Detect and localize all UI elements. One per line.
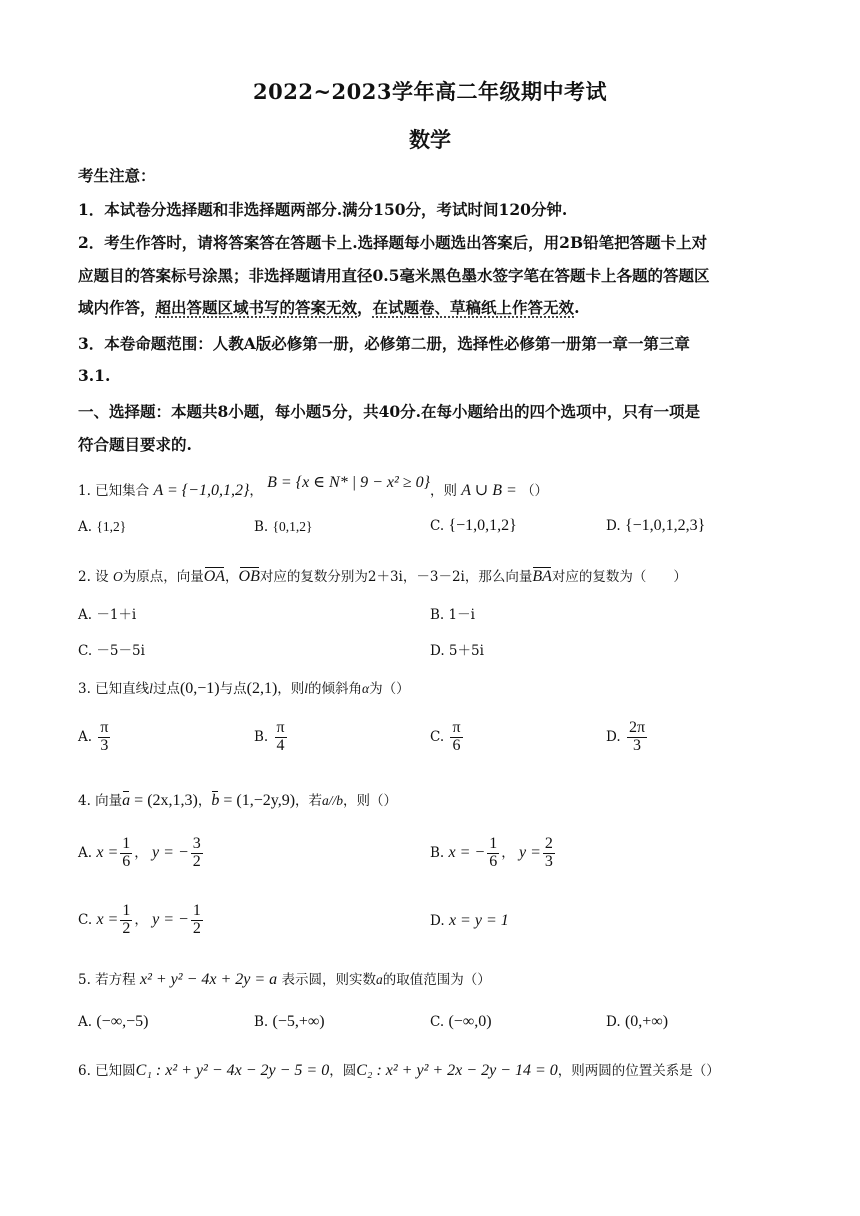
point-2: (2,1)	[246, 680, 278, 697]
option-label: A.	[78, 1014, 93, 1030]
q3-option-d	[606, 720, 649, 755]
option-label: D.	[606, 518, 621, 534]
question-4	[78, 789, 397, 810]
q2-option-c: C. －5－5i	[78, 643, 145, 659]
denominator: 6	[122, 852, 131, 870]
vector-b-value: = (1,−2y,9)	[219, 792, 296, 809]
option-value: {−1,0,1,2,3}	[624, 517, 706, 534]
set-a: A = {−1,0,1,2}	[153, 482, 250, 499]
vector-ob: OB	[238, 568, 260, 585]
question-text: 表示圆，则实数	[281, 972, 376, 988]
q5-option-b	[254, 1013, 325, 1031]
question-text: 2. 设	[78, 569, 109, 585]
param-a: a	[375, 972, 383, 987]
question-2	[78, 565, 687, 586]
separator: ，	[225, 569, 239, 585]
origin-symbol: O	[112, 569, 123, 584]
option-value: x = y = 1	[448, 912, 509, 929]
y-expression: y = −	[152, 910, 189, 928]
denominator: 3	[100, 736, 109, 754]
notice-item-1: 1．本试卷分选择题和非选择题两部分.满分150分，考试时间120分钟.	[78, 200, 568, 219]
question-text: ，则两圆的位置关系是（）	[557, 1063, 720, 1079]
x-expression: x =	[96, 843, 119, 861]
notice-text: 域内作答，	[78, 298, 156, 317]
fraction	[120, 836, 132, 871]
q1-option-a	[78, 519, 126, 535]
question-text: 5. 若方程	[78, 972, 136, 988]
vector-oa: OA	[203, 568, 226, 585]
y-expression: y =	[519, 843, 541, 861]
question-text: ，则	[430, 483, 457, 499]
separator: ，	[249, 483, 263, 499]
q5-option-d	[606, 1013, 668, 1031]
option-label: A.	[78, 519, 93, 535]
section-heading-line-2: 符合题目要求的.	[78, 435, 192, 454]
set-b: B = {x ∈ N* | 9 − x² ≥ 0}	[267, 474, 430, 491]
y-expression: y = −	[152, 843, 189, 861]
x-expression: x =	[96, 910, 119, 928]
vector-ba: BA	[532, 568, 552, 585]
question-text: 3. 已知直线	[78, 681, 150, 697]
option-value: (0,+∞)	[624, 1013, 669, 1030]
option-label: B.	[254, 728, 269, 745]
alpha-symbol: α	[362, 681, 370, 696]
fraction	[450, 720, 462, 755]
vector-a: a	[122, 792, 131, 809]
question-text: ，圆	[329, 1063, 357, 1079]
question-text: 为原点，向量	[122, 569, 204, 585]
denominator: 3	[632, 736, 641, 754]
union-expression: A ∪ B =	[461, 482, 517, 499]
fraction	[191, 903, 203, 938]
q1-option-d	[606, 517, 705, 535]
emphasized-text: 在试题卷、草稿纸上作答无效	[372, 298, 575, 317]
q2-option-b: B. 1－i	[430, 607, 475, 623]
option-value: (−∞,0)	[448, 1013, 492, 1030]
option-label: C.	[430, 1014, 445, 1030]
option-value: (−∞,−5)	[96, 1013, 149, 1030]
denominator: 2	[192, 852, 201, 870]
q3-option-c	[430, 720, 465, 755]
question-text: 1. 已知集合	[78, 483, 150, 499]
q3-option-b	[254, 720, 289, 755]
q5-option-a	[78, 1013, 148, 1031]
denominator: 4	[276, 736, 285, 754]
option-value: (−5,+∞)	[272, 1013, 325, 1030]
fraction	[98, 720, 110, 755]
fraction	[627, 720, 647, 755]
question-1	[78, 474, 549, 500]
numerator: π	[276, 719, 285, 736]
q4-option-a: A. x = $\frac{1}{6}$ ， y = − $\frac{3}{2}$	[78, 835, 201, 870]
question-text: 为（）	[369, 681, 410, 697]
fraction	[120, 903, 132, 938]
option-label: D.	[606, 728, 621, 745]
question-text: 的倾斜角	[308, 681, 363, 697]
question-text: 对应的复数分别为2＋3i，－3－2i，那么向量	[259, 569, 533, 585]
denominator: 6	[452, 736, 461, 754]
fraction	[191, 836, 203, 871]
notice-text: ，	[357, 298, 373, 317]
answer-blank: （）	[521, 483, 549, 499]
numerator: 1	[122, 835, 131, 852]
q5-option-c	[430, 1013, 492, 1031]
q2-option-a: A. －1＋i	[78, 607, 137, 623]
notice-item-3-line-1: 3．本卷命题范围：人教A版必修第一册，必修第二册，选择性必修第一册第一章一第三章	[78, 334, 690, 353]
circle-c1: C₁ : x² + y² − 4x − 2y − 5 = 0	[135, 1062, 330, 1079]
point-1: (0,−1)	[179, 680, 220, 697]
notice-text: .	[574, 298, 580, 317]
q2-option-d: D. 5＋5i	[430, 643, 484, 659]
numerator: 2	[544, 835, 553, 852]
line-symbol: l	[304, 681, 309, 696]
circle-equation: x² + y² − 4x + 2y = a	[139, 971, 278, 988]
numerator: 1	[489, 835, 498, 852]
fraction	[543, 836, 555, 871]
x-expression: x = −	[448, 843, 486, 861]
q1-option-b	[254, 519, 312, 535]
notice-item-2-line-1: 2．考生作答时，请将答案答在答题卡上.选择题每小题选出答案后，用2B铅笔把答题卡上对	[78, 233, 708, 252]
fraction	[487, 836, 499, 871]
question-text: 与点	[219, 681, 247, 697]
denominator: 6	[489, 852, 498, 870]
option-label: C.	[78, 911, 93, 928]
q4-option-b: B. x = − $\frac{1}{6}$ ， y = $\frac{2}{3}$	[430, 835, 553, 870]
option-label: D.	[430, 913, 445, 929]
notice-heading: 考生注意：	[78, 166, 156, 185]
denominator: 3	[544, 852, 553, 870]
exam-title: 2022~2023学年高二年级期中考试	[253, 79, 607, 104]
question-text: ，若	[295, 793, 323, 809]
option-label: D.	[606, 1014, 621, 1030]
separator: ，	[197, 793, 212, 809]
q4-option-d	[430, 912, 509, 930]
option-label: B.	[430, 844, 445, 861]
vector-b: b	[211, 792, 220, 809]
numerator: 3	[192, 835, 201, 852]
q4-option-c: C. x = $\frac{1}{2}$ ， y = − $\frac{1}{2}$	[78, 902, 201, 937]
option-label: A.	[78, 728, 93, 745]
q3-option-a	[78, 720, 112, 755]
numerator: 1	[122, 902, 131, 919]
question-text: 过点	[152, 681, 180, 697]
circle-c2: C₂ : x² + y² + 2x − 2y − 14 = 0	[356, 1062, 558, 1079]
emphasized-text: 超出答题区域书写的答案无效	[155, 298, 358, 317]
parallel-expression: a//b	[322, 793, 344, 808]
numerator: π	[452, 719, 461, 736]
line-symbol: l	[149, 681, 153, 696]
option-label: C.	[430, 518, 445, 534]
option-label: B.	[254, 519, 269, 535]
vector-a-value: = (2x,1,3)	[130, 792, 198, 809]
question-text: 对应的复数为（ ）	[551, 569, 687, 585]
numerator: 1	[192, 902, 201, 919]
question-text: 4. 向量	[78, 793, 123, 809]
q1-option-c	[430, 517, 517, 535]
question-6	[78, 1059, 720, 1080]
subject-title: 数学	[409, 127, 451, 152]
question-text: ，则（）	[343, 793, 398, 809]
section-heading-line-1: 一、选择题：本题共8小题，每小题5分，共40分.在每小题给出的四个选项中，只有一项是	[78, 402, 701, 421]
notice-item-2-line-2: 应题目的答案标号涂黑；非选择题请用直径0.5毫米黑色墨水签字笔在答题卡上各题的答题区	[78, 266, 710, 285]
notice-item-2-line-3	[78, 296, 579, 318]
question-5	[78, 968, 491, 989]
notice-item-3-line-2: 3.1.	[78, 366, 111, 385]
fraction	[275, 720, 287, 755]
option-label: B.	[254, 1014, 269, 1030]
denominator: 2	[192, 919, 201, 937]
question-text: ，则	[277, 681, 305, 697]
option-label: A.	[78, 844, 93, 861]
question-text: 6. 已知圆	[78, 1063, 136, 1079]
option-label: C.	[430, 728, 445, 745]
option-value: {1,2}	[96, 519, 127, 534]
option-value: {0,1,2}	[272, 519, 313, 534]
numerator: 2π	[628, 719, 646, 736]
question-3	[78, 677, 410, 698]
question-text: 的取值范围为（）	[382, 972, 491, 988]
denominator: 2	[122, 919, 131, 937]
option-value: {−1,0,1,2}	[448, 517, 517, 534]
numerator: π	[100, 719, 109, 736]
